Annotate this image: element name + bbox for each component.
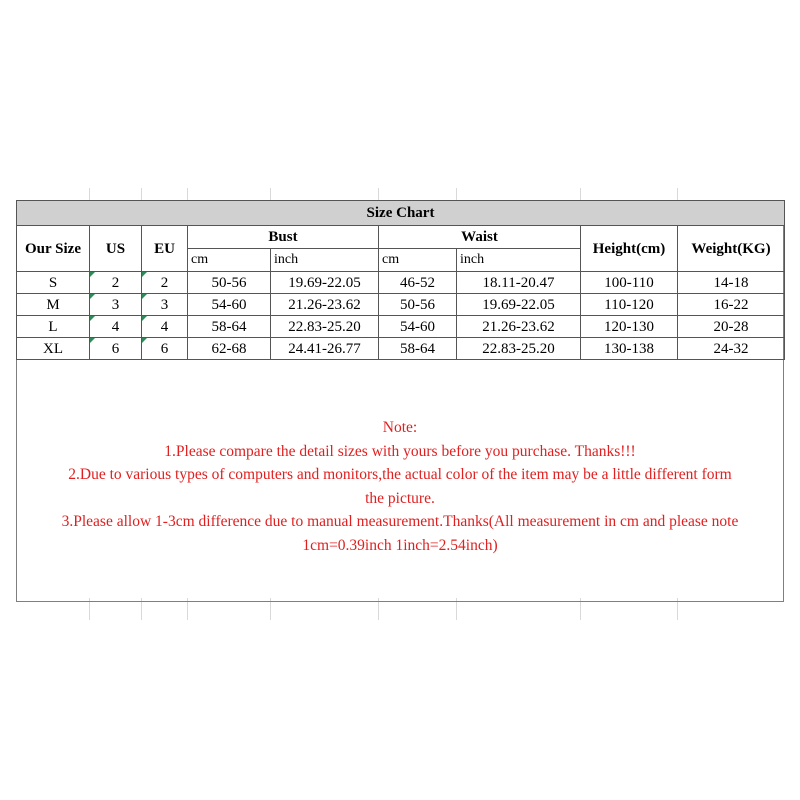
- cell-us: 3: [90, 294, 142, 316]
- cell-eu: 3: [142, 294, 188, 316]
- subheader-bust-cm: cm: [188, 249, 271, 272]
- note-line-2b: the picture.: [365, 489, 435, 507]
- cell-weight: 24-32: [678, 338, 785, 360]
- cell-bust-inch: 22.83-25.20: [271, 316, 379, 338]
- cell-waist-inch: 18.11-20.47: [457, 272, 581, 294]
- cell-bust-inch: 21.26-23.62: [271, 294, 379, 316]
- cell-size: S: [17, 272, 90, 294]
- cell-us: 4: [90, 316, 142, 338]
- header-waist: Waist: [379, 226, 581, 249]
- cell-height: 130-138: [581, 338, 678, 360]
- note-block: [16, 416, 784, 557]
- table-row: [17, 316, 785, 338]
- cell-eu: 4: [142, 316, 188, 338]
- cell-bust-cm: 50-56: [188, 272, 271, 294]
- note-line-2a: 2.Due to various types of computers and monitors,the actual color of the item may be a little different form: [68, 466, 732, 483]
- subheader-waist-cm: cm: [379, 249, 457, 272]
- cell-waist-cm: 54-60: [379, 316, 457, 338]
- cell-us: 2: [90, 272, 142, 294]
- table-row: [17, 294, 785, 316]
- table-row: [17, 272, 785, 294]
- cell-weight: 16-22: [678, 294, 785, 316]
- cell-eu: 6: [142, 338, 188, 360]
- cell-weight: 14-18: [678, 272, 785, 294]
- cell-us: 6: [90, 338, 142, 360]
- cell-waist-inch: 19.69-22.05: [457, 294, 581, 316]
- note-heading: Note:: [382, 419, 418, 436]
- table-row: [17, 338, 785, 360]
- cell-waist-inch: 21.26-23.62: [457, 316, 581, 338]
- cell-size: XL: [17, 338, 90, 360]
- cell-size: L: [17, 316, 90, 338]
- cell-size: M: [17, 294, 90, 316]
- cell-bust-cm: 58-64: [188, 316, 271, 338]
- cell-bust-cm: 62-68: [188, 338, 271, 360]
- header-bust: Bust: [188, 226, 379, 249]
- header-our-size: Our Size: [17, 226, 90, 272]
- header-weight: Weight(KG): [678, 226, 785, 272]
- table-title: Size Chart: [17, 201, 785, 226]
- header-eu: EU: [142, 226, 188, 272]
- cell-height: 110-120: [581, 294, 678, 316]
- cell-waist-cm: 50-56: [379, 294, 457, 316]
- note-line-3a: 3.Please allow 1-3cm difference due to manual measurement.Thanks(All measurement in cm and please note: [61, 513, 739, 530]
- subheader-bust-inch: inch: [271, 249, 379, 272]
- cell-bust-inch: 24.41-26.77: [271, 338, 379, 360]
- cell-bust-cm: 54-60: [188, 294, 271, 316]
- header-us: US: [90, 226, 142, 272]
- cell-waist-cm: 58-64: [379, 338, 457, 360]
- header-height: Height(cm): [581, 226, 678, 272]
- cell-waist-inch: 22.83-25.20: [457, 338, 581, 360]
- cell-height: 120-130: [581, 316, 678, 338]
- cell-waist-cm: 46-52: [379, 272, 457, 294]
- cell-bust-inch: 19.69-22.05: [271, 272, 379, 294]
- cell-eu: 2: [142, 272, 188, 294]
- subheader-waist-inch: inch: [457, 249, 581, 272]
- cell-weight: 20-28: [678, 316, 785, 338]
- size-chart-table: [16, 200, 785, 360]
- cell-height: 100-110: [581, 272, 678, 294]
- note-line-3b: 1cm=0.39inch 1inch=2.54inch): [302, 536, 498, 554]
- note-line-1: 1.Please compare the detail sizes with yours before you purchase. Thanks!!!: [164, 442, 636, 460]
